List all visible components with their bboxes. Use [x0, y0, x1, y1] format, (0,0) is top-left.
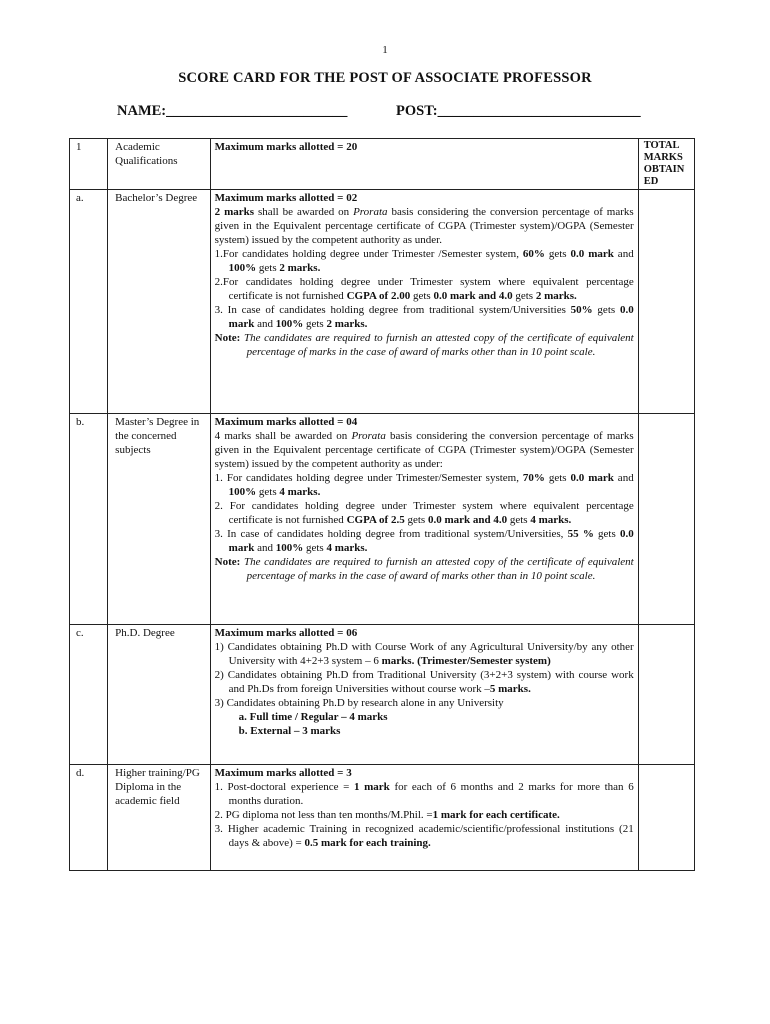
- table-row: [70, 139, 695, 190]
- criteria-item: 2. For candidates holding degree under Trimester system where equivalent percentage certificate is not furnished CGPA of 2.5 gets 0.0 mark and 4.0 gets 4 marks.: [214, 500, 634, 526]
- total-marks-cell: [638, 625, 694, 765]
- criteria-item: 3. In case of candidates holding degree from traditional system/Universities 50% gets 0.0 mark and 100% gets 2 marks.: [214, 304, 634, 330]
- criteria-intro: 2 marks shall be awarded on Prorata basis considering the conversion percentage of marks given in the Equivalent percentage certificate of CGPA (Trimester system)/OGPA (Semester system) issued by the competent authority as under.: [214, 206, 634, 246]
- criteria-note: Note: The candidates are required to furnish an attested copy of the certificate of equivalent percentage of marks in the case of award of marks other than in 10 point scale.: [214, 332, 634, 358]
- row-details: [210, 190, 638, 414]
- criteria-intro: 4 marks shall be awarded on Prorata basis considering the conversion percentage of marks given in the Equivalent percentage certificate of CGPA (Trimester system)/OGPA (Semester system) issued by the competent authority as under:: [214, 430, 634, 470]
- post-field-label: POST:____________________________: [396, 103, 641, 119]
- criteria-item: 3. In case of candidates holding degree from traditional system/Universities, 55 % gets 0.0 mark and 100% gets 4 marks.: [214, 528, 634, 554]
- row-max-marks: Maximum marks allotted = 04: [214, 416, 358, 428]
- criteria-item: 1. Post-doctoral experience = 1 mark for each of 6 months and 2 marks for more than 6 months duration.: [214, 781, 634, 807]
- criteria-subitem: b. External – 3 marks: [238, 725, 341, 737]
- row-max-marks: Maximum marks allotted = 02: [214, 192, 358, 204]
- criteria-subitem: a. Full time / Regular – 4 marks: [238, 711, 388, 723]
- criteria-note: Note: The candidates are required to furnish an attested copy of the certificate of equivalent percentage of marks in the case of award of marks other than in 10 point scale.: [214, 556, 634, 582]
- criteria-item: 1. For candidates holding degree under Trimester/Semester system, 70% gets 0.0 mark and 100% gets 4 marks.: [214, 472, 634, 498]
- table-row: [70, 765, 695, 871]
- row-max-marks: Maximum marks allotted = 06: [214, 627, 358, 639]
- row-number: d.: [70, 765, 108, 871]
- row-category: Ph.D. Degree: [108, 625, 210, 765]
- row-number: 1: [70, 139, 108, 190]
- row-number: c.: [70, 625, 108, 765]
- row-details: [210, 414, 638, 625]
- criteria-item: 2. PG diploma not less than ten months/M.Phil. =1 mark for each certificate.: [214, 809, 560, 821]
- row-category: Higher training/PG Diploma in the academic field: [108, 765, 210, 871]
- total-marks-cell: [638, 414, 694, 625]
- total-marks-cell: [638, 765, 694, 871]
- row-category: Master’s Degree in the concerned subjects: [108, 414, 210, 625]
- criteria-item: 2) Candidates obtaining Ph.D from Traditional University (3+2+3 system) with course work and Ph.Ds from foreign Universities without course work –5 marks.: [214, 669, 634, 695]
- criteria-item: 1) Candidates obtaining Ph.D with Course Work of any Agricultural University/by any other University with 4+2+3 system – 6 marks. (Trimester/Semester system): [214, 641, 634, 667]
- page-number: 1: [382, 44, 388, 56]
- criteria-item: 3. Higher academic Training in recognized academic/scientific/professional institutions (21 days & above) = 0.5 mark for each training.: [214, 823, 634, 849]
- row-category: Bachelor’s Degree: [108, 190, 210, 414]
- row-category: Academic Qualifications: [108, 139, 210, 190]
- row-details: [210, 625, 638, 765]
- criteria-item: 2.For candidates holding degree under Trimester system where equivalent percentage certificate is not furnished CGPA of 2.00 gets 0.0 mark and 4.0 gets 2 marks.: [214, 276, 634, 302]
- page-title: SCORE CARD FOR THE POST OF ASSOCIATE PROFESSOR: [178, 70, 592, 86]
- row-details: [210, 765, 638, 871]
- total-marks-header: TOTAL MARKS OBTAIN ED: [638, 139, 694, 190]
- criteria-item: 3) Candidates obtaining Ph.D by research alone in any University: [214, 697, 504, 709]
- score-card-table: [69, 138, 695, 871]
- table-row: [70, 625, 695, 765]
- row-number: b.: [70, 414, 108, 625]
- name-field-label: NAME:_________________________: [117, 103, 348, 119]
- criteria-item: 1.For candidates holding degree under Trimester /Semester system, 60% gets 0.0 mark and 100% gets 2 marks.: [214, 248, 634, 274]
- table-row: [70, 190, 695, 414]
- total-marks-cell: [638, 190, 694, 414]
- row-number: a.: [70, 190, 108, 414]
- row-max-marks: Maximum marks allotted = 3: [214, 767, 352, 779]
- table-row: [70, 414, 695, 625]
- row-max-marks: Maximum marks allotted = 20: [210, 139, 638, 190]
